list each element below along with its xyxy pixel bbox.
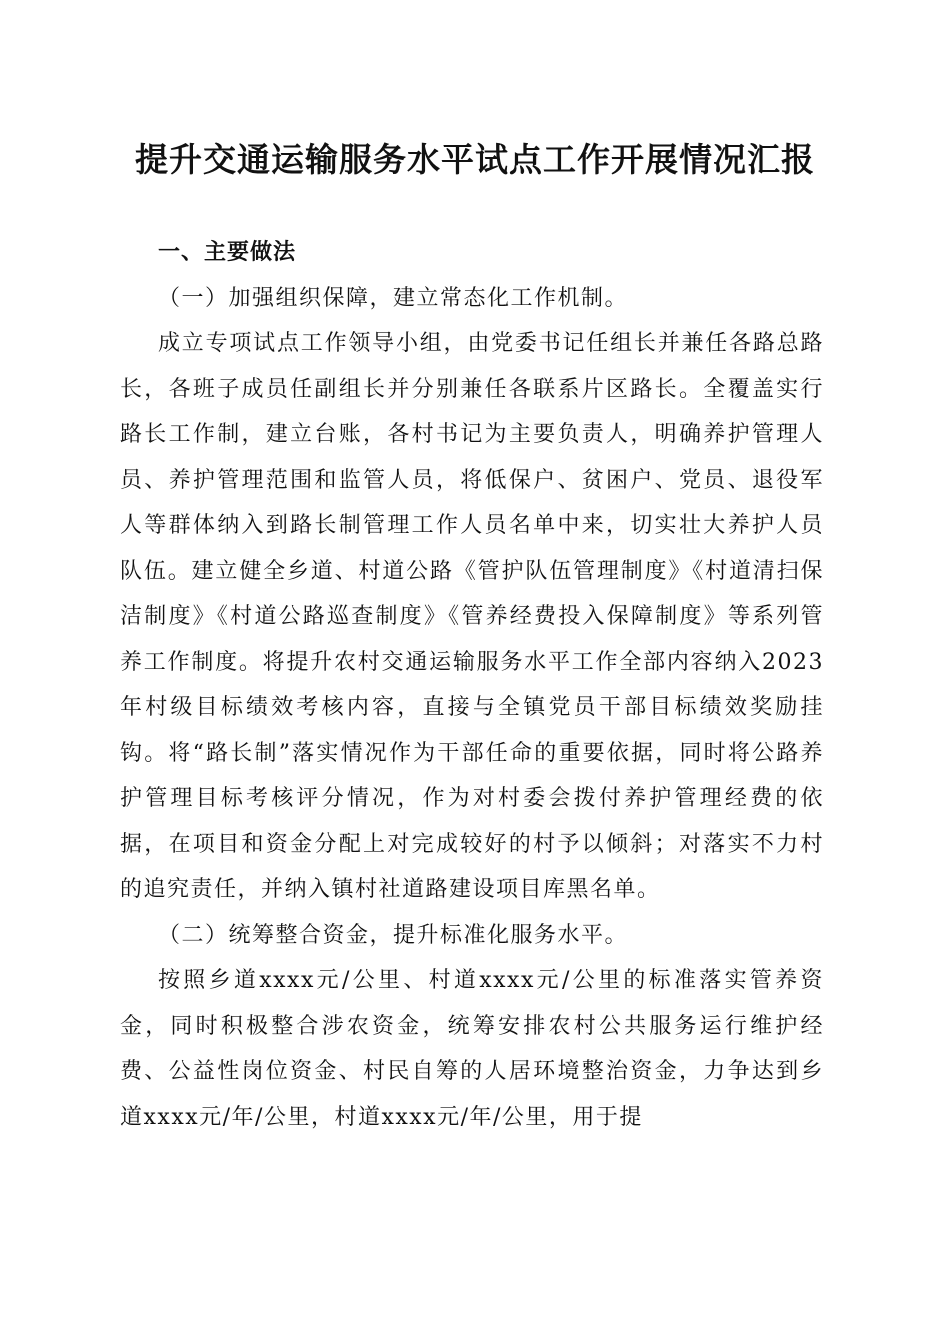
paragraph-funding: 按照乡道xxxx元/公里、村道xxxx元/公里的标准落实管养资金，同时积极整合涉农资金，统筹安排农村公共服务运行维护经费、公益性岗位资金、村民自筹的人居环境整治资金，力争达到乡道xxxx元/年/公里，村道xxxx元/年/公里，用于提 xyxy=(120,968,824,1130)
paragraph-organization: 成立专项试点工作领导小组，由党委书记任组长并兼任各路总路长，各班子成员任副组长并分别兼任各联系片区路长。全覆盖实行路长工作制，建立台账，各村书记为主要负责人，明确养护管理人员、养护管理范围和监管人员，将低保户、贫困户、党员、退役军人等群体纳入到路长制管理工作人员名单中来，切实壮大养护人员队伍。建立健全乡道、村道公路《管护队伍管理制度》《村道清扫保洁制度》《村道公路巡查制度》《管养经费投入保障制度》等系列管养工作制度。将提升农村交通运输服务水平工作全部内容纳入2023年村级目标绩效考核内容，直接与全镇党员干部目标绩效奖励挂钩。将“路长制”落实情况作为干部任命的重要依据，同时将公路养护管理目标考核评分情况，作为对村委会拨付养护管理经费的依据，在项目和资金分配上对完成较好的村予以倾斜；对落实不力村的追究责任，并纳入镇村社道路建设项目库黑名单。 xyxy=(120,331,824,902)
section-heading-main-practices: 一、主要做法 xyxy=(158,240,297,265)
document-body xyxy=(120,230,824,1140)
document-title: 提升交通运输服务水平试点工作开展情况汇报 xyxy=(135,140,815,179)
subsection-heading-funding: （二）统筹整合资金，提升标准化服务水平。 xyxy=(158,922,629,948)
subsection-heading-organization: （一）加强组织保障，建立常态化工作机制。 xyxy=(158,285,629,311)
